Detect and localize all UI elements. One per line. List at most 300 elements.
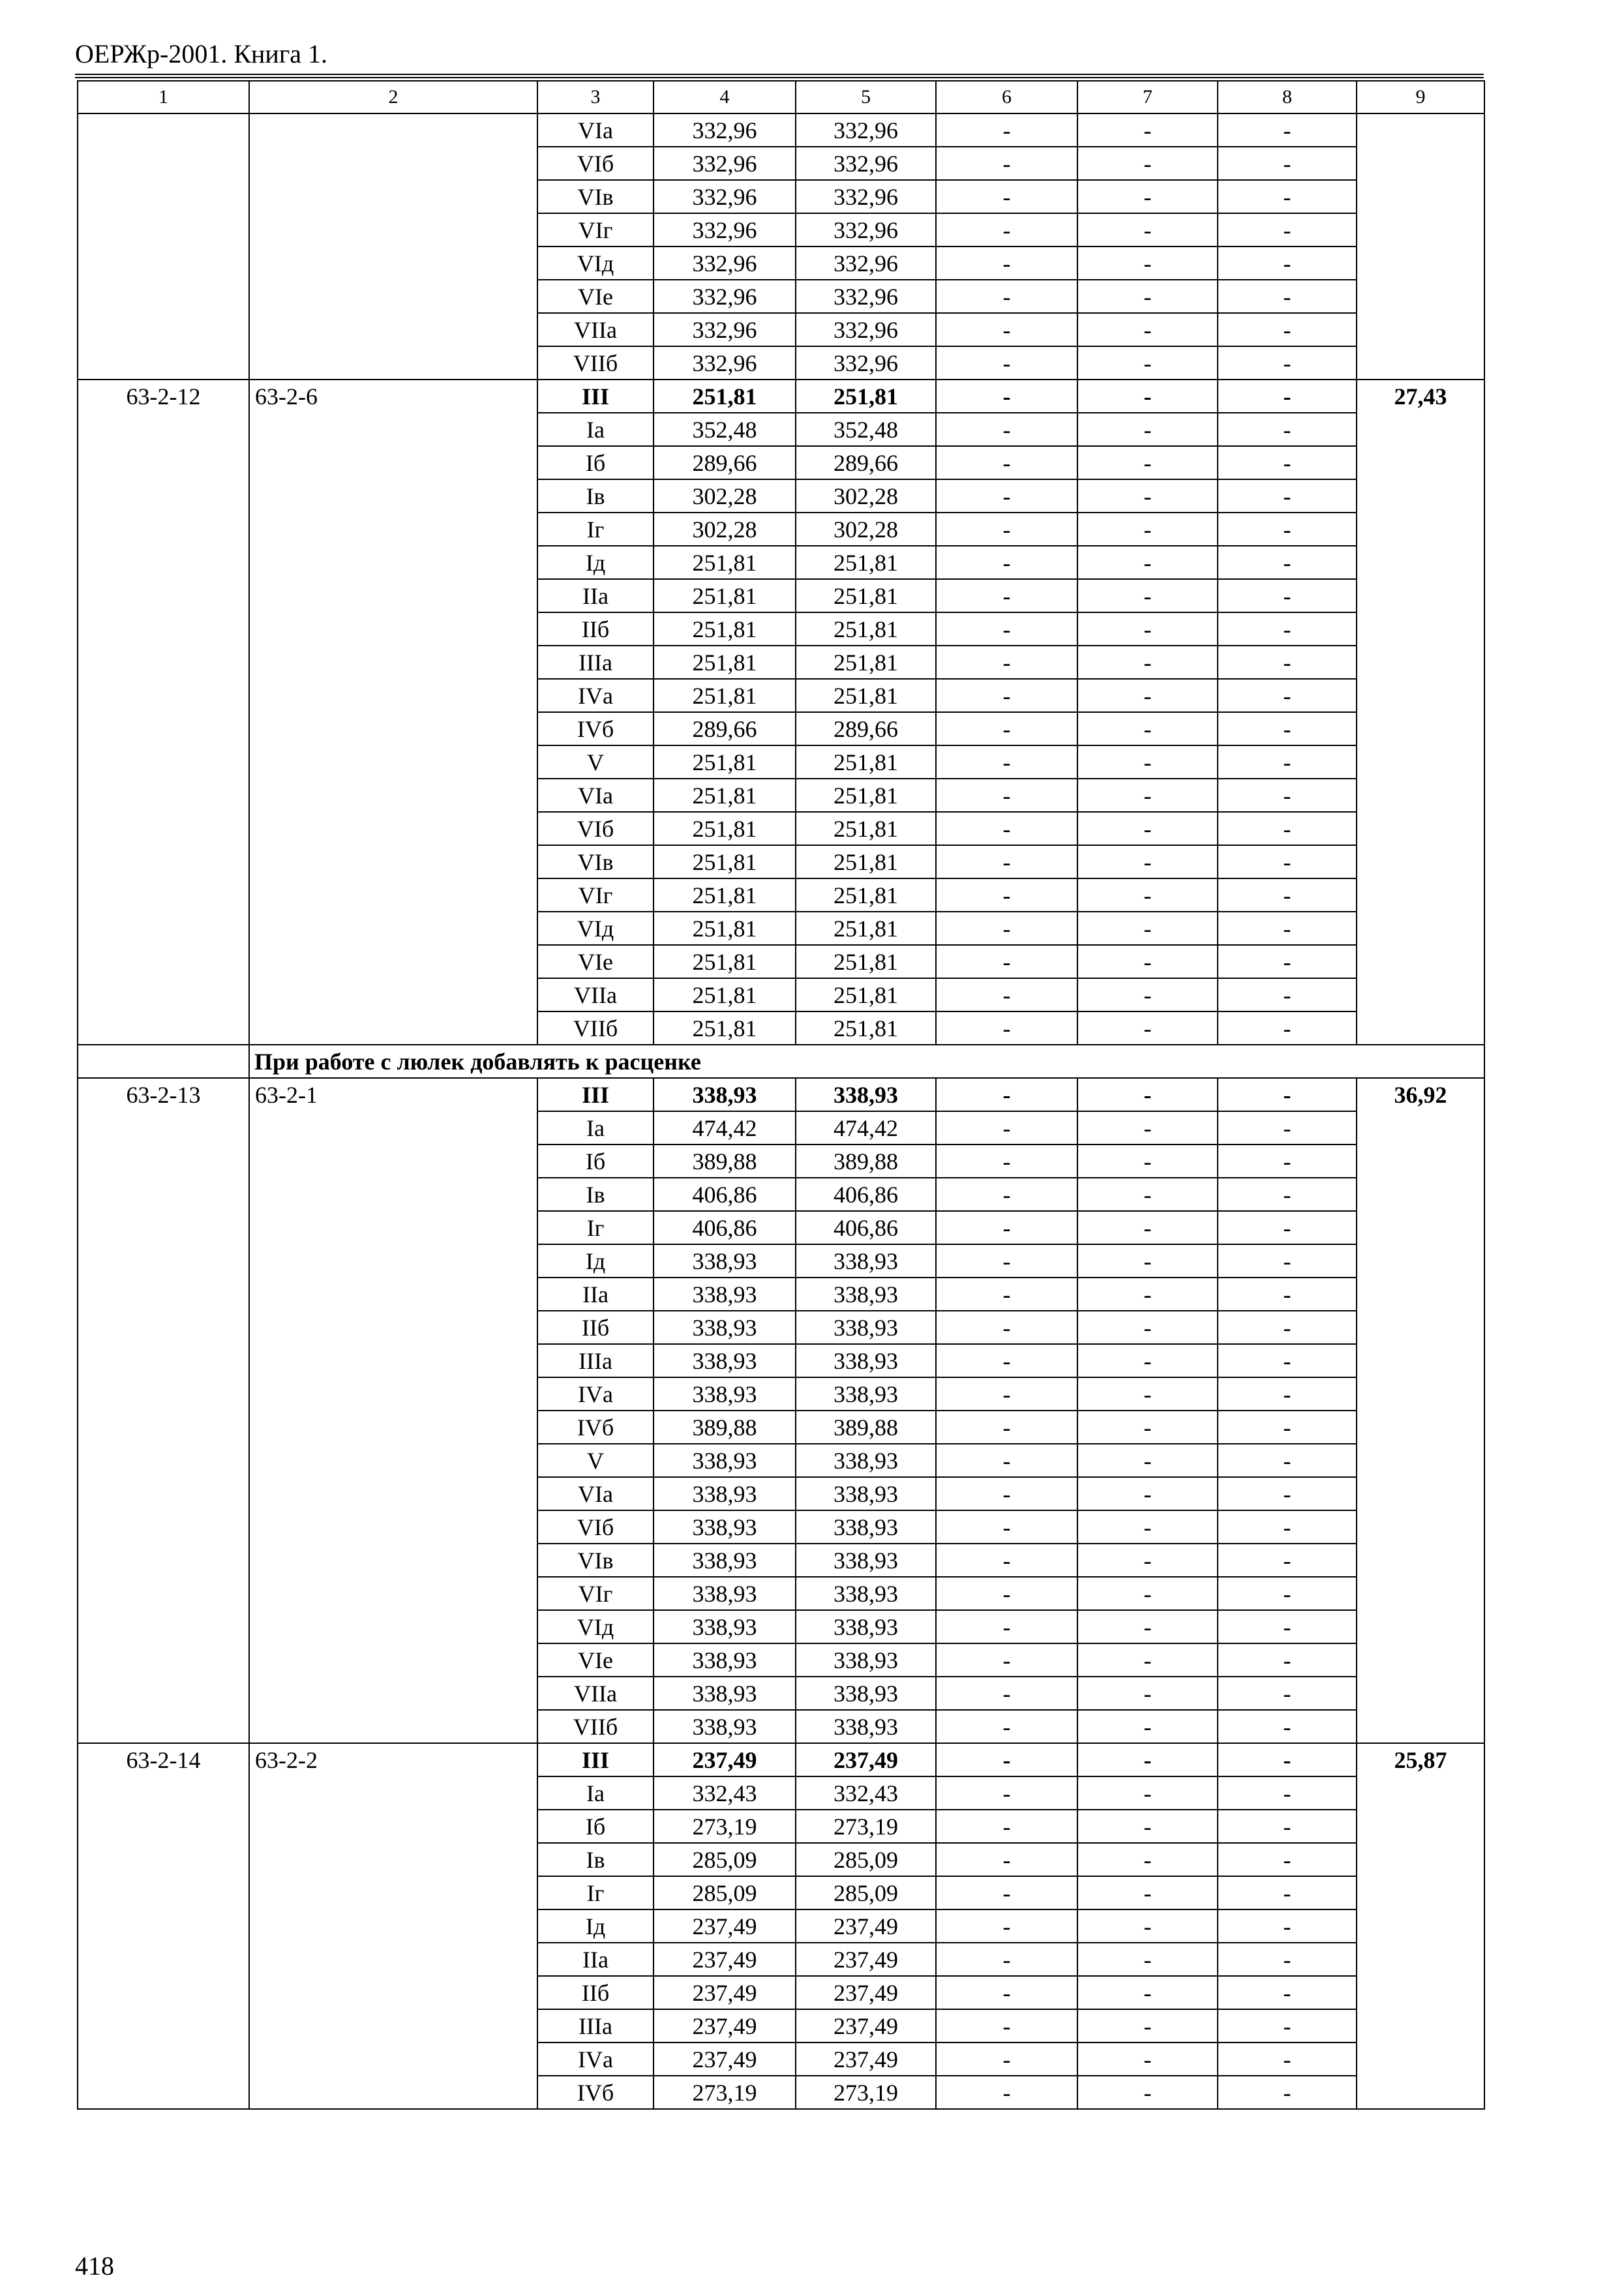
cell-col-3: Iа bbox=[537, 413, 654, 446]
cell-col-6: - bbox=[936, 2076, 1077, 2109]
cell-col-5: 251,81 bbox=[796, 845, 936, 878]
cell-col-4: 332,96 bbox=[654, 147, 796, 180]
cell-col-6: - bbox=[936, 978, 1077, 1011]
cell-col-6: - bbox=[936, 845, 1077, 878]
cell-col-8: - bbox=[1218, 1278, 1357, 1311]
item-code: 63-2-13 bbox=[78, 1078, 249, 1743]
cell-col-7: - bbox=[1077, 1144, 1218, 1178]
cell-col-4: 289,66 bbox=[654, 446, 796, 479]
cell-col-7: - bbox=[1077, 1178, 1218, 1211]
cell-col-3: IIIа bbox=[537, 646, 654, 679]
cell-col-5: 338,93 bbox=[796, 1244, 936, 1278]
cell-col-4: 302,28 bbox=[654, 513, 796, 546]
cell-col-5: 285,09 bbox=[796, 1843, 936, 1876]
cell-col-8: - bbox=[1218, 1776, 1357, 1810]
cell-col-7: - bbox=[1077, 1810, 1218, 1843]
rates-table-body bbox=[78, 81, 1484, 2109]
column-number-1: 1 bbox=[78, 81, 249, 113]
cell-col-8: - bbox=[1218, 1477, 1357, 1510]
cell-col-3: IVб bbox=[537, 712, 654, 745]
cell-col-7: - bbox=[1077, 646, 1218, 679]
column-number-9: 9 bbox=[1357, 81, 1484, 113]
cell-col-5: 338,93 bbox=[796, 1610, 936, 1643]
cell-col-5: 332,96 bbox=[796, 180, 936, 213]
cell-col-6: - bbox=[936, 180, 1077, 213]
cell-col-6: - bbox=[936, 812, 1077, 845]
cell-col-5: 338,93 bbox=[796, 1444, 936, 1477]
column-number-2: 2 bbox=[249, 81, 537, 113]
cell-col-4: 338,93 bbox=[654, 1444, 796, 1477]
cell-col-7: - bbox=[1077, 346, 1218, 380]
cell-col-8: - bbox=[1218, 1144, 1357, 1178]
cell-col-7: - bbox=[1077, 1610, 1218, 1643]
cell-col-3: VIа bbox=[537, 113, 654, 147]
cell-col-5: 251,81 bbox=[796, 912, 936, 945]
cell-col-3: VIе bbox=[537, 280, 654, 313]
cell-col-6: - bbox=[936, 513, 1077, 546]
cell-col-8: - bbox=[1218, 1710, 1357, 1743]
cell-col-6: - bbox=[936, 579, 1077, 612]
cell-col-4: 285,09 bbox=[654, 1876, 796, 1909]
cell-col-6: - bbox=[936, 1078, 1077, 1111]
cell-col-4: 237,49 bbox=[654, 1976, 796, 2009]
cell-col-7: - bbox=[1077, 1876, 1218, 1909]
cell-col-4: 251,81 bbox=[654, 978, 796, 1011]
cell-col-5: 273,19 bbox=[796, 2076, 936, 2109]
cell-col-6: - bbox=[936, 2009, 1077, 2042]
cell-col-5: 352,48 bbox=[796, 413, 936, 446]
cell-col-7: - bbox=[1077, 679, 1218, 712]
item-reference: 63-2-1 bbox=[249, 1078, 537, 1743]
cell-col-4: 237,49 bbox=[654, 1943, 796, 1976]
cell-col-3: Iд bbox=[537, 546, 654, 579]
cell-col-5: 338,93 bbox=[796, 1510, 936, 1544]
cell-col-4: 338,93 bbox=[654, 1278, 796, 1311]
cell-col-6: - bbox=[936, 878, 1077, 912]
cell-col-8: - bbox=[1218, 313, 1357, 346]
cell-col-6: - bbox=[936, 380, 1077, 413]
cell-col-3: Iг bbox=[537, 1211, 654, 1244]
item-code: 63-2-12 bbox=[78, 380, 249, 1045]
cell-col-4: 273,19 bbox=[654, 2076, 796, 2109]
cell-col-8: - bbox=[1218, 845, 1357, 878]
cell-col-6: - bbox=[936, 1876, 1077, 1909]
cell-col-7: - bbox=[1077, 113, 1218, 147]
cell-col-4: 332,96 bbox=[654, 180, 796, 213]
cell-col-8: - bbox=[1218, 1444, 1357, 1477]
cell-col-4: 251,81 bbox=[654, 679, 796, 712]
continued-ref-cell bbox=[249, 113, 537, 380]
cell-col-4: 332,96 bbox=[654, 280, 796, 313]
cell-col-5: 251,81 bbox=[796, 546, 936, 579]
column-number-6: 6 bbox=[936, 81, 1077, 113]
cell-col-6: - bbox=[936, 1211, 1077, 1244]
column-number-4: 4 bbox=[654, 81, 796, 113]
cell-col-4: 338,93 bbox=[654, 1544, 796, 1577]
page-number: 418 bbox=[75, 2251, 114, 2281]
cell-col-7: - bbox=[1077, 479, 1218, 513]
cell-col-8: - bbox=[1218, 180, 1357, 213]
rates-table bbox=[77, 80, 1485, 2110]
cell-col-3: IIб bbox=[537, 1311, 654, 1344]
cell-col-3: VIв bbox=[537, 1544, 654, 1577]
cell-col-5: 251,81 bbox=[796, 878, 936, 912]
cell-col-7: - bbox=[1077, 446, 1218, 479]
cell-col-5: 251,81 bbox=[796, 579, 936, 612]
cell-col-6: - bbox=[936, 1311, 1077, 1344]
cell-col-6: - bbox=[936, 779, 1077, 812]
cell-col-3: VIб bbox=[537, 147, 654, 180]
cell-col-4: 251,81 bbox=[654, 1011, 796, 1045]
cell-col-8: - bbox=[1218, 1876, 1357, 1909]
cell-col-3: V bbox=[537, 745, 654, 779]
cell-col-7: - bbox=[1077, 1244, 1218, 1278]
cell-col-7: - bbox=[1077, 745, 1218, 779]
cell-col-5: 338,93 bbox=[796, 1677, 936, 1710]
cell-col-7: - bbox=[1077, 1976, 1218, 2009]
cell-col-6: - bbox=[936, 1411, 1077, 1444]
cell-col-8: - bbox=[1218, 1178, 1357, 1211]
cell-col-6: - bbox=[936, 1743, 1077, 1776]
cell-col-7: - bbox=[1077, 1743, 1218, 1776]
item-reference: 63-2-6 bbox=[249, 380, 537, 1045]
cell-col-3: IIб bbox=[537, 612, 654, 646]
cell-col-4: 237,49 bbox=[654, 1909, 796, 1943]
cell-col-5: 237,49 bbox=[796, 1943, 936, 1976]
cell-col-5: 237,49 bbox=[796, 1743, 936, 1776]
table-row bbox=[78, 1743, 1484, 1776]
cell-col-7: - bbox=[1077, 779, 1218, 812]
cell-col-4: 338,93 bbox=[654, 1377, 796, 1411]
cell-col-8: - bbox=[1218, 1943, 1357, 1976]
continued-col9-cell bbox=[1357, 113, 1484, 380]
cell-col-5: 338,93 bbox=[796, 1278, 936, 1311]
cell-col-5: 338,93 bbox=[796, 1078, 936, 1111]
cell-col-8: - bbox=[1218, 878, 1357, 912]
cell-col-6: - bbox=[936, 1643, 1077, 1677]
item-col9-value: 27,43 bbox=[1357, 380, 1484, 1045]
cell-col-7: - bbox=[1077, 978, 1218, 1011]
cell-col-3: III bbox=[537, 380, 654, 413]
cell-col-5: 285,09 bbox=[796, 1876, 936, 1909]
cell-col-4: 251,81 bbox=[654, 812, 796, 845]
cell-col-3: Iд bbox=[537, 1244, 654, 1278]
cell-col-8: - bbox=[1218, 1111, 1357, 1144]
cell-col-3: Iб bbox=[537, 1144, 654, 1178]
cell-col-3: Iг bbox=[537, 513, 654, 546]
cell-col-7: - bbox=[1077, 1909, 1218, 1943]
cell-col-7: - bbox=[1077, 2009, 1218, 2042]
cell-col-3: VIе bbox=[537, 945, 654, 978]
cell-col-8: - bbox=[1218, 247, 1357, 280]
cell-col-8: - bbox=[1218, 1843, 1357, 1876]
cell-col-6: - bbox=[936, 612, 1077, 646]
cell-col-3: Iа bbox=[537, 1111, 654, 1144]
cell-col-4: 338,93 bbox=[654, 1677, 796, 1710]
header-divider bbox=[75, 74, 1484, 78]
cell-col-6: - bbox=[936, 1976, 1077, 2009]
cell-col-8: - bbox=[1218, 679, 1357, 712]
cell-col-4: 251,81 bbox=[654, 745, 796, 779]
cell-col-7: - bbox=[1077, 812, 1218, 845]
cell-col-3: VIв bbox=[537, 180, 654, 213]
cell-col-8: - bbox=[1218, 812, 1357, 845]
cell-col-5: 474,42 bbox=[796, 1111, 936, 1144]
cell-col-7: - bbox=[1077, 280, 1218, 313]
cell-col-8: - bbox=[1218, 1244, 1357, 1278]
cell-col-7: - bbox=[1077, 1943, 1218, 1976]
cell-col-8: - bbox=[1218, 712, 1357, 745]
cell-col-6: - bbox=[936, 280, 1077, 313]
cell-col-3: VIб bbox=[537, 1510, 654, 1544]
cell-col-6: - bbox=[936, 1444, 1077, 1477]
column-number-row bbox=[78, 81, 1484, 113]
cell-col-6: - bbox=[936, 1610, 1077, 1643]
cell-col-4: 302,28 bbox=[654, 479, 796, 513]
cell-col-4: 338,93 bbox=[654, 1078, 796, 1111]
cell-col-5: 251,81 bbox=[796, 745, 936, 779]
cell-col-7: - bbox=[1077, 313, 1218, 346]
table-row bbox=[78, 1078, 1484, 1111]
cell-col-5: 251,81 bbox=[796, 945, 936, 978]
cell-col-7: - bbox=[1077, 878, 1218, 912]
cell-col-5: 332,96 bbox=[796, 280, 936, 313]
cell-col-8: - bbox=[1218, 1610, 1357, 1643]
cell-col-4: 251,81 bbox=[654, 912, 796, 945]
cell-col-3: VIа bbox=[537, 779, 654, 812]
cell-col-3: IIб bbox=[537, 1976, 654, 2009]
cell-col-8: - bbox=[1218, 1810, 1357, 1843]
cell-col-4: 338,93 bbox=[654, 1577, 796, 1610]
cell-col-6: - bbox=[936, 479, 1077, 513]
cell-col-5: 302,28 bbox=[796, 479, 936, 513]
cell-col-4: 338,93 bbox=[654, 1244, 796, 1278]
cell-col-5: 237,49 bbox=[796, 1976, 936, 2009]
cell-col-6: - bbox=[936, 1909, 1077, 1943]
cell-col-7: - bbox=[1077, 1477, 1218, 1510]
item-col9-value: 25,87 bbox=[1357, 1743, 1484, 2109]
cell-col-7: - bbox=[1077, 612, 1218, 646]
cell-col-3: IVб bbox=[537, 2076, 654, 2109]
cell-col-3: VIIб bbox=[537, 1710, 654, 1743]
cell-col-6: - bbox=[936, 912, 1077, 945]
cell-col-5: 251,81 bbox=[796, 978, 936, 1011]
cell-col-7: - bbox=[1077, 1776, 1218, 1810]
cell-col-8: - bbox=[1218, 2042, 1357, 2076]
cell-col-6: - bbox=[936, 113, 1077, 147]
cell-col-8: - bbox=[1218, 346, 1357, 380]
cell-col-7: - bbox=[1077, 1278, 1218, 1311]
section-note: При работе с люлек добавлять к расценке bbox=[249, 1045, 1484, 1078]
cell-col-7: - bbox=[1077, 712, 1218, 745]
cell-col-3: VIд bbox=[537, 912, 654, 945]
table-row bbox=[78, 113, 1484, 147]
cell-col-4: 285,09 bbox=[654, 1843, 796, 1876]
cell-col-4: 406,86 bbox=[654, 1178, 796, 1211]
cell-col-4: 251,81 bbox=[654, 646, 796, 679]
cell-col-4: 273,19 bbox=[654, 1810, 796, 1843]
cell-col-8: - bbox=[1218, 912, 1357, 945]
cell-col-5: 251,81 bbox=[796, 1011, 936, 1045]
cell-col-4: 251,81 bbox=[654, 945, 796, 978]
cell-col-3: IVб bbox=[537, 1411, 654, 1444]
section-note-spacer bbox=[78, 1045, 249, 1078]
cell-col-3: VIIб bbox=[537, 1011, 654, 1045]
cell-col-3: Iа bbox=[537, 1776, 654, 1810]
cell-col-3: Iд bbox=[537, 1909, 654, 1943]
cell-col-3: VIг bbox=[537, 1577, 654, 1610]
cell-col-6: - bbox=[936, 1344, 1077, 1377]
cell-col-4: 338,93 bbox=[654, 1311, 796, 1344]
cell-col-8: - bbox=[1218, 1677, 1357, 1710]
cell-col-6: - bbox=[936, 2042, 1077, 2076]
cell-col-3: VIIа bbox=[537, 313, 654, 346]
cell-col-6: - bbox=[936, 413, 1077, 446]
cell-col-5: 389,88 bbox=[796, 1144, 936, 1178]
cell-col-4: 237,49 bbox=[654, 1743, 796, 1776]
cell-col-8: - bbox=[1218, 1377, 1357, 1411]
cell-col-5: 289,66 bbox=[796, 446, 936, 479]
cell-col-8: - bbox=[1218, 2076, 1357, 2109]
cell-col-5: 406,86 bbox=[796, 1178, 936, 1211]
cell-col-7: - bbox=[1077, 579, 1218, 612]
column-number-5: 5 bbox=[796, 81, 936, 113]
cell-col-6: - bbox=[936, 745, 1077, 779]
cell-col-3: VIг bbox=[537, 878, 654, 912]
cell-col-7: - bbox=[1077, 1843, 1218, 1876]
cell-col-3: IIIа bbox=[537, 1344, 654, 1377]
cell-col-8: - bbox=[1218, 1577, 1357, 1610]
cell-col-5: 251,81 bbox=[796, 779, 936, 812]
cell-col-3: IVа bbox=[537, 679, 654, 712]
cell-col-7: - bbox=[1077, 1377, 1218, 1411]
item-reference: 63-2-2 bbox=[249, 1743, 537, 2109]
cell-col-8: - bbox=[1218, 513, 1357, 546]
cell-col-7: - bbox=[1077, 1111, 1218, 1144]
cell-col-6: - bbox=[936, 213, 1077, 247]
cell-col-3: VIIа bbox=[537, 978, 654, 1011]
cell-col-5: 332,96 bbox=[796, 313, 936, 346]
cell-col-4: 332,96 bbox=[654, 313, 796, 346]
section-note-row bbox=[78, 1045, 1484, 1078]
cell-col-3: III bbox=[537, 1078, 654, 1111]
cell-col-3: VIд bbox=[537, 1610, 654, 1643]
cell-col-3: VIв bbox=[537, 845, 654, 878]
cell-col-5: 251,81 bbox=[796, 612, 936, 646]
cell-col-4: 332,96 bbox=[654, 247, 796, 280]
cell-col-8: - bbox=[1218, 612, 1357, 646]
cell-col-8: - bbox=[1218, 1643, 1357, 1677]
cell-col-6: - bbox=[936, 712, 1077, 745]
cell-col-5: 251,81 bbox=[796, 679, 936, 712]
cell-col-3: VIIа bbox=[537, 1677, 654, 1710]
cell-col-6: - bbox=[936, 1011, 1077, 1045]
cell-col-7: - bbox=[1077, 2042, 1218, 2076]
cell-col-6: - bbox=[936, 147, 1077, 180]
cell-col-4: 352,48 bbox=[654, 413, 796, 446]
cell-col-8: - bbox=[1218, 380, 1357, 413]
cell-col-7: - bbox=[1077, 1411, 1218, 1444]
cell-col-5: 332,43 bbox=[796, 1776, 936, 1810]
cell-col-3: IVа bbox=[537, 2042, 654, 2076]
cell-col-6: - bbox=[936, 1776, 1077, 1810]
cell-col-8: - bbox=[1218, 446, 1357, 479]
cell-col-6: - bbox=[936, 679, 1077, 712]
cell-col-3: IVа bbox=[537, 1377, 654, 1411]
cell-col-8: - bbox=[1218, 1311, 1357, 1344]
cell-col-3: V bbox=[537, 1444, 654, 1477]
cell-col-5: 237,49 bbox=[796, 1909, 936, 1943]
cell-col-6: - bbox=[936, 247, 1077, 280]
cell-col-8: - bbox=[1218, 978, 1357, 1011]
cell-col-3: Iв bbox=[537, 1843, 654, 1876]
cell-col-4: 332,96 bbox=[654, 213, 796, 247]
cell-col-8: - bbox=[1218, 1976, 1357, 2009]
cell-col-4: 251,81 bbox=[654, 878, 796, 912]
cell-col-3: Iб bbox=[537, 446, 654, 479]
cell-col-7: - bbox=[1077, 1710, 1218, 1743]
cell-col-8: - bbox=[1218, 745, 1357, 779]
cell-col-5: 338,93 bbox=[796, 1577, 936, 1610]
cell-col-4: 389,88 bbox=[654, 1144, 796, 1178]
cell-col-6: - bbox=[936, 1810, 1077, 1843]
cell-col-6: - bbox=[936, 446, 1077, 479]
cell-col-4: 237,49 bbox=[654, 2009, 796, 2042]
column-number-7: 7 bbox=[1077, 81, 1218, 113]
cell-col-6: - bbox=[936, 546, 1077, 579]
cell-col-4: 251,81 bbox=[654, 612, 796, 646]
cell-col-4: 332,43 bbox=[654, 1776, 796, 1810]
cell-col-7: - bbox=[1077, 1577, 1218, 1610]
cell-col-4: 251,81 bbox=[654, 380, 796, 413]
cell-col-7: - bbox=[1077, 513, 1218, 546]
cell-col-4: 251,81 bbox=[654, 579, 796, 612]
cell-col-6: - bbox=[936, 1178, 1077, 1211]
cell-col-4: 332,96 bbox=[654, 113, 796, 147]
cell-col-8: - bbox=[1218, 1344, 1357, 1377]
cell-col-4: 338,93 bbox=[654, 1344, 796, 1377]
cell-col-7: - bbox=[1077, 1011, 1218, 1045]
cell-col-6: - bbox=[936, 1710, 1077, 1743]
cell-col-7: - bbox=[1077, 1211, 1218, 1244]
cell-col-7: - bbox=[1077, 546, 1218, 579]
cell-col-6: - bbox=[936, 1477, 1077, 1510]
cell-col-5: 332,96 bbox=[796, 346, 936, 380]
cell-col-8: - bbox=[1218, 1510, 1357, 1544]
cell-col-7: - bbox=[1077, 1444, 1218, 1477]
cell-col-3: VIг bbox=[537, 213, 654, 247]
cell-col-5: 338,93 bbox=[796, 1643, 936, 1677]
table-row bbox=[78, 380, 1484, 413]
cell-col-8: - bbox=[1218, 147, 1357, 180]
cell-col-6: - bbox=[936, 1377, 1077, 1411]
cell-col-5: 338,93 bbox=[796, 1544, 936, 1577]
cell-col-5: 338,93 bbox=[796, 1344, 936, 1377]
cell-col-6: - bbox=[936, 646, 1077, 679]
cell-col-4: 338,93 bbox=[654, 1477, 796, 1510]
cell-col-6: - bbox=[936, 1577, 1077, 1610]
cell-col-7: - bbox=[1077, 213, 1218, 247]
cell-col-4: 251,81 bbox=[654, 546, 796, 579]
cell-col-7: - bbox=[1077, 413, 1218, 446]
cell-col-7: - bbox=[1077, 1311, 1218, 1344]
cell-col-7: - bbox=[1077, 1078, 1218, 1111]
cell-col-8: - bbox=[1218, 413, 1357, 446]
cell-col-7: - bbox=[1077, 845, 1218, 878]
cell-col-7: - bbox=[1077, 180, 1218, 213]
cell-col-8: - bbox=[1218, 2009, 1357, 2042]
cell-col-5: 406,86 bbox=[796, 1211, 936, 1244]
